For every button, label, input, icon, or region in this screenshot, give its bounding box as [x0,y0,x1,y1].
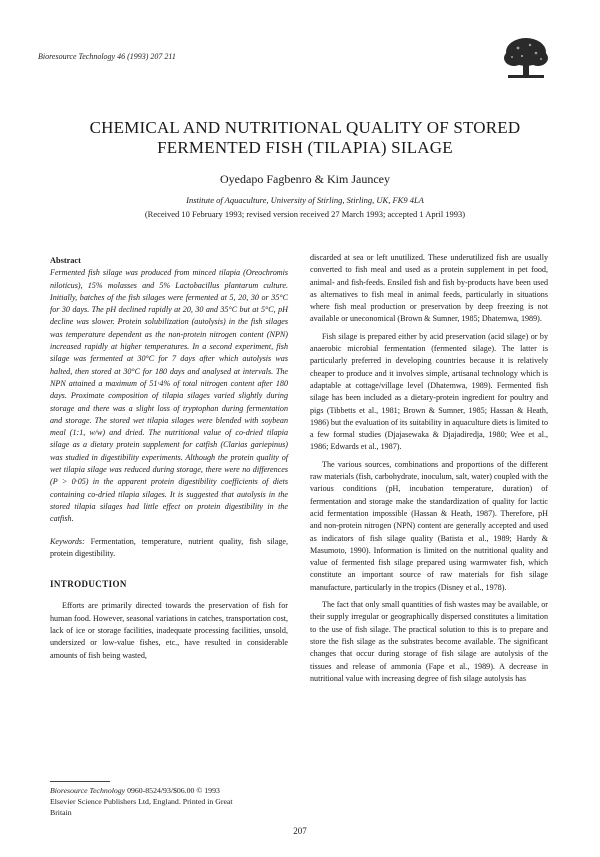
intro-paragraph-4: The fact that only small quantities of fish wastes may be available, or their supply irregular or geographically dispersed constitutes a limitation to the use of fish silage. The practical solution to this is to prepare and store the fish silage as the substrates become available. The significant changes that occur during storage of fish silage are autolysis of the tissues and release of ammonia (Fape et al., 1989). A decrease in nutritional value with increasing degree of fish silage autolysis has [310,600,548,683]
authors: Oyedapo Fagbenro & Kim Jauncey [220,172,390,186]
received-dates: (Received 10 February 1993; revised version received 27 March 1993; accepted 1 April 1993) [144,209,466,219]
introduction-heading: INTRODUCTION [50,579,127,590]
right-column [310,252,548,685]
footnote-line-3: Britain [50,808,72,817]
article-title [60,118,550,158]
title-line-1: CHEMICAL AND NUTRITIONAL QUALITY OF STORED [89,118,521,137]
keywords [50,536,288,561]
footnote-issn: 0960-8524/93/$06.00 © 1993 [125,786,220,795]
elsevier-tree-logo-icon [500,36,552,80]
page-number: 207 [293,826,307,836]
footnote-line-2: Elsevier Science Publishers Ltd, England. Printed in Great [50,797,233,806]
left-column [50,255,288,662]
footnote-line-1 [50,785,290,796]
journal-citation: Bioresource Technology 46 (1993) 207 211 [38,52,176,61]
footnote-rule [50,781,110,782]
intro-paragraph-3: The various sources, combinations and proportions of the different raw materials (fish, carbohydrate, inoculum, salt, water) coupled with the various conditions (pH, incubation temperature, duration) of fermentation and storage make the standardization of quality for lactic acid fermentation impossible (Hassan & Heath, 1987). Therefore, pH and non-protein nitrogen (NPN) content are generally accepted and used as indicators of fish silage quality (Batista et al., 1989; Hardy & Masumoto, 1990). Information is limited on the nutritional quality and value of fermented fish silage prepared using warmwater fish, which constitute an important source of raw materials for fish silage manufacture, particularly in the tropics (Disney et al., 1978). [310,459,548,592]
keywords-label: Keywords: [50,536,85,546]
abstract-text: Fermented fish silage was produced from minced tilapia (Oreochromis niloticus), 15% molasses and 5% Lactobacillus plantarum culture. Initially, batches of the fish silages were fermented at 5, 20, 30 or 35°C for 30 days. The pH declined rapidly at 20, 30 and 35°C but at 5°C, pH decline was slower. Protein solubilization (autolysis) in the fish silages was temperature dependent as the non-protein nitrogen content (NPN) increased rapidly at higher temperatures. In a second experiment, fish silage was fermented at 30°C for 7 days after which autolysis was halted, then stored at 30°C for 180 days and analysed at intervals. The NPN attained a maximum of 51·4% of total nitrogen content after 180 days. Proximate composition of tilapia silages varied slightly during storage and there was a slight loss of tryptophan during fermentation and storage. The stored wet tilapia silages were blended with soybean meal (1:1, w/w) and dried. The nutritional value of co-dried tilapia silage as a dietary protein supplement for catfish (Clarias gariepinus) was studied in digestibility experiments. Although the protein quality of wet tilapia silage was reduced during storage, there were no differences (P > 0·05) in the apparent protein digestibility coefficients of diets containing co-dried tilapia silages. It is suggested that autolysis in the stored tilapia silages had little effect on protein digestibility in the catfish. [50,268,288,524]
intro-paragraph-continued: discarded at sea or left unutilized. These underutilized fish are usually converted to fish meal and used as a protein supplement in pet food, animal- and fish-feeds. Ensiled fish and fish by-products have been used as alternatives to fish meal in animal feeds, particularly in situations where fish meal production or preservation by deep freezing is not available or uneconomical (Brown & Sumner, 1985; Dhatemwa, 1989). [310,253,548,324]
intro-paragraph-2: Fish silage is prepared either by acid preservation (acid silage) or by anaerobic microbial fermentation (fermented silage). The latter is particularly preferred in developing countries because it is relatively cheaper to produce and it involves simple, artisanal technology which is adaptable at cottage/village level (Dhatemwa, 1989). Fermented fish silage has been included as a dietary-protein ingredient for poultry and pigs (Tibbetts et al., 1981; Brown & Sumner, 1985; Hassan & Heath, 1986) but the evaluation of its suitability in aquaculture diets is limited to a few formal studies (Djajasewaka & Djajadiredja, 1980; Wee et al., 1986; Edwards et al., 1987). [310,331,548,452]
title-line-2: FERMENTED FISH (TILAPIA) SILAGE [157,138,453,157]
affiliation: Institute of Aquaculture, University of Stirling, Stirling, UK, FK9 4LA [186,195,424,205]
footnote-journal: Bioresource Technology [50,786,126,795]
intro-paragraph-1: Efforts are primarily directed towards the preservation of fish for human food. However, seasonal variations in catches, transportation cost, lack of ice or storage facilities, inadequate processing facilities, unsold, undersized or low-value fishes, etc., have resulted in considerable amounts of fish being wasted, [50,601,288,660]
abstract-heading: Abstract [50,256,81,265]
keywords-text: Fermentation, temperature, nutrient quality, fish silage, protein digestibility. [50,536,288,558]
copyright-footnote [50,785,290,818]
